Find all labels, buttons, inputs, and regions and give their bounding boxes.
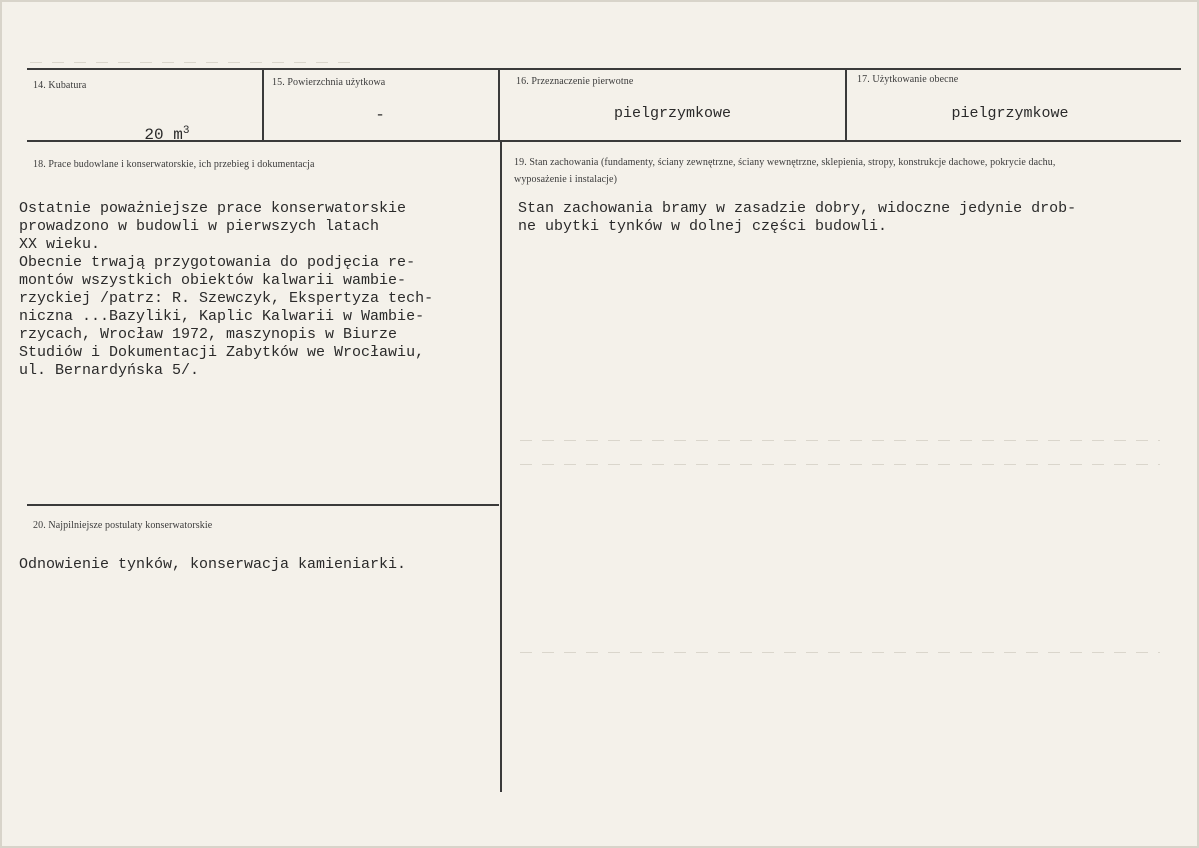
divider-16-17 (845, 68, 847, 142)
show-through-line (520, 440, 1160, 441)
f19-label: 19. Stan zachowania (fundamenty, ściany zewnętrzne, ściany wewnętrzne, sklepienia, stropy, konstrukcje dachowe, pokrycie dachu, wyposażenie i instalacje) (514, 157, 1056, 185)
show-through-line (30, 62, 350, 63)
f20-label: 20. Najpilniejsze postulaty konserwatorskie (33, 520, 213, 531)
show-through-line (520, 464, 1160, 465)
f14-value (106, 104, 189, 162)
f15-label: 15. Powierzchnia użytkowa (272, 77, 386, 88)
f18-text: Ostatnie poważniejsze prace konserwatorskie prowadzono w budowli w pierwszych latach XX wieku. Obecnie trwają przygotowania do podjęcia re- montów wszystkich obiektów kalwarii wambie- rzyckiej /patrz: R. Szewczyk, Ekspertyza tech- niczna ...Bazyliki, Kaplic Kalwarii w Wambie- rzycach, Wrocław 1972, maszynopis w Biurze Studiów i Dokumentacji Zabytków we Wrocławiu, ul. Bernardyńska 5/. (19, 200, 434, 379)
f19-text: Stan zachowania bramy w zasadzie dobry, widoczne jedynie drob- ne ubytki tynków w dolnej części budowli. (518, 200, 1077, 235)
f17-label: 17. Użytkowanie obecne (857, 74, 959, 85)
f14-label: 14. Kubatura (33, 80, 87, 91)
f17-value: pielgrzymkowe (951, 105, 1069, 122)
f16-value: pielgrzymkowe (613, 105, 732, 122)
f16-label: 16. Przeznaczenie pierwotne (516, 76, 634, 87)
show-through-line (520, 652, 1160, 653)
f14-value-text: 20 m (144, 126, 183, 144)
divider-14-15 (262, 68, 264, 142)
f20-top-rule (27, 504, 499, 506)
top-rule (27, 68, 1181, 70)
f18-label: 18. Prace budowlane i konserwatorskie, ich przebieg i dokumentacja (33, 159, 315, 170)
f15-value: - (375, 106, 385, 124)
f20-text: Odnowienie tynków, konserwacja kamieniarki. (19, 556, 407, 573)
row1-bottom-rule (27, 140, 1181, 142)
f14-value-sup: 3 (182, 125, 190, 137)
